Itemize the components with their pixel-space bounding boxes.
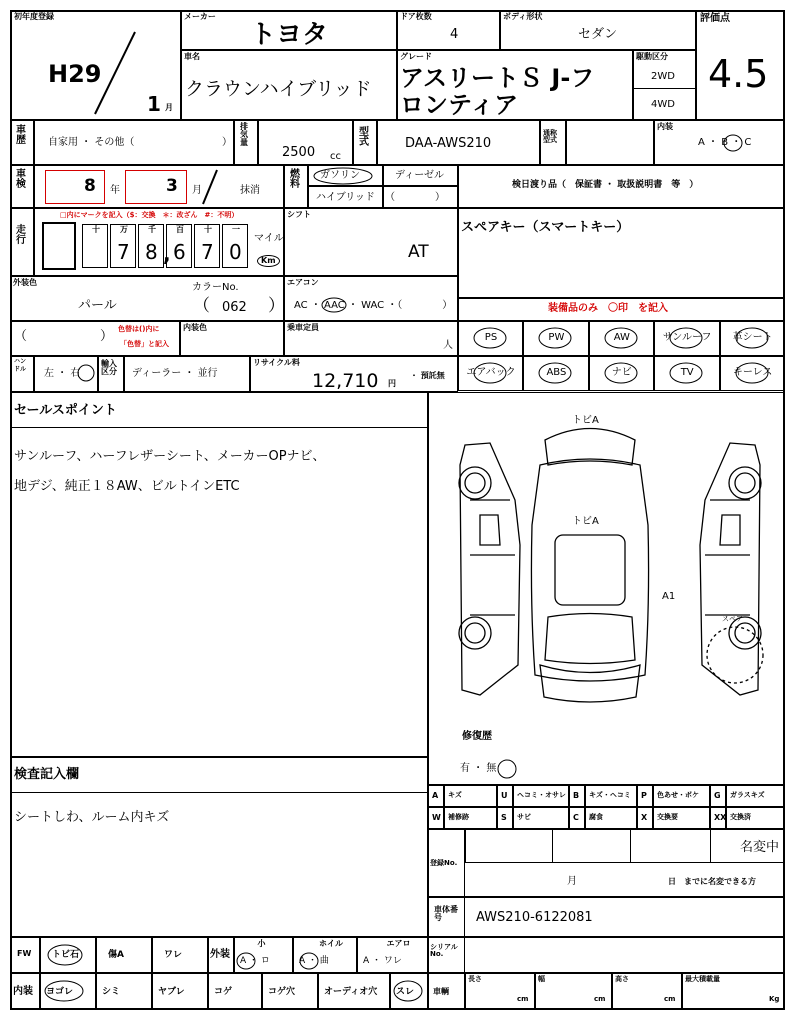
mileage-mark-box: [42, 222, 76, 270]
legend-code: B: [573, 791, 580, 800]
registration-day-text: 日 までに名変できる方: [668, 877, 756, 886]
inspection-year-box: [45, 170, 105, 204]
ext-small-circle: [236, 952, 256, 970]
color-no-value: 062: [222, 300, 247, 315]
mileage-unit-km: Km: [257, 255, 280, 267]
odometer-unit-label: 万: [120, 225, 128, 234]
size-unit: cm: [594, 995, 606, 1003]
color-change-note1: 色替は()内に: [118, 325, 160, 333]
odometer-unit-label: 百: [176, 225, 184, 234]
mileage-label: 走行: [16, 225, 26, 246]
handle-right-circle: [76, 362, 96, 384]
check-text: シートしわ、ルーム内キズ: [14, 810, 170, 825]
mileage-unit-mile: マイル: [254, 233, 284, 244]
inspection-month: 3: [166, 176, 178, 196]
fw-label: FW: [17, 949, 32, 958]
maker-value: トヨタ: [250, 20, 329, 50]
ext-color-label: 外装色: [13, 278, 37, 287]
drive-label: 駆動区分: [636, 52, 668, 61]
registration-month-unit: 月: [567, 876, 577, 887]
sales-line1: サンルーフ、ハーフレザーシート、メーカーOPナビ、: [14, 449, 326, 464]
color-change-note2: 「色替」と記入: [120, 340, 169, 348]
color-no-close: ）: [268, 296, 285, 316]
repair-label: 修復歴: [462, 731, 492, 742]
handle-lr: 左 ・ 右: [44, 368, 81, 379]
legend-desc: 交換済: [730, 813, 751, 821]
score-label: 評価点: [700, 13, 730, 24]
mark-top: トビA: [572, 516, 599, 527]
drive-divider: [633, 88, 696, 89]
serial-label: シリアルNo.: [430, 943, 458, 958]
odometer-unit-label: 一: [232, 225, 240, 234]
vin-value: AWS210-6122081: [476, 910, 593, 925]
legend-desc: 補修跡: [448, 813, 469, 821]
legend-code: X: [641, 813, 648, 822]
interior-item: オーディオ穴: [324, 987, 378, 997]
inspection-label: 車検: [16, 169, 26, 190]
registration-top: [465, 829, 785, 863]
fw-item: トビ石: [52, 950, 80, 960]
interior-color-label: 内装色: [183, 323, 207, 332]
interior-item: シミ: [102, 987, 121, 997]
odometer-digit: 7: [201, 240, 214, 264]
spare-label: スペア: [722, 615, 743, 623]
legend-code: W: [432, 813, 441, 822]
disp-unit: cc: [330, 151, 341, 162]
sales-cell: [10, 392, 428, 757]
docs-label: 検日渡り品（ 保証書 ・ 取扱説明書 等 ）: [512, 180, 699, 190]
fw-stone-circle: [47, 944, 83, 966]
size-cell: [535, 973, 612, 1010]
inspection-month-unit: 月: [192, 185, 202, 196]
inspection-year: 8: [84, 176, 96, 196]
doors-value: 4: [450, 27, 459, 42]
first-reg-month: 1: [147, 92, 161, 116]
first-reg-label: 初年度登録: [14, 12, 54, 21]
odometer-digit: 0: [229, 240, 242, 264]
legend-code: U: [501, 791, 508, 800]
equipment-circle: [735, 327, 769, 349]
drive-2wd: 2WD: [651, 71, 675, 82]
legend-desc: 色あせ・ボケ: [657, 791, 699, 799]
grade-label: グレード: [400, 52, 432, 61]
legend-desc: ガラスキズ: [730, 791, 765, 799]
equipment-item: エアバック: [466, 367, 516, 378]
odometer-unit-label: 十: [92, 225, 100, 234]
import-label: 輸入区分: [101, 359, 117, 376]
legend-code: A: [432, 791, 439, 800]
car-name-value: クラウンハイブリッド: [185, 78, 372, 100]
repair-value: 有 ・ 無: [460, 763, 497, 774]
grade-line2: ロンティア: [400, 91, 519, 119]
equipment-item: ABS: [546, 367, 567, 378]
odometer-digit: 8: [145, 240, 158, 264]
odometer-unit-label: 十: [204, 225, 212, 234]
recycle-value: 12,710: [312, 370, 379, 392]
equipment-circle: [669, 362, 703, 384]
fuel-gasoline: ガソリン: [320, 170, 360, 181]
check-label: 検査記入欄: [14, 767, 80, 782]
ext-wheel-circle: [299, 952, 319, 970]
fuel-gas-circle: [312, 166, 374, 186]
equipment-circle: [473, 327, 507, 349]
sales-label: セールスポイント: [14, 403, 117, 418]
interior-item: コゲ穴: [268, 987, 296, 997]
first-reg-month-unit: 月: [165, 103, 173, 112]
fw-item: ワレ: [164, 950, 183, 960]
body-label: ボディ形状: [503, 12, 543, 21]
interior-item: ヤブレ: [158, 987, 185, 997]
registration-div2: [630, 829, 631, 863]
usage-value: 自家用 ・ その他（: [48, 137, 135, 148]
odometer-digit: 7: [117, 240, 130, 264]
handle-label: ハンドル: [14, 358, 27, 373]
equipment-item: サンルーフ: [662, 332, 712, 343]
fuel-other: （ ）: [385, 192, 445, 203]
car-name-label: 車名: [184, 52, 200, 61]
fw-ext-label: ホイル: [319, 939, 343, 948]
serial-row: [428, 937, 785, 973]
legend-desc: キズ・ヘコミ: [589, 791, 631, 799]
registration-label: 登録No.: [430, 859, 458, 867]
body-value: セダン: [578, 27, 618, 42]
equip-note: 装備品のみ 〇印 を記入: [548, 303, 668, 314]
size-label-length: 長さ: [468, 975, 482, 983]
inspection-slash: [200, 168, 220, 206]
disp-value: 2500: [282, 145, 316, 160]
interior-item: スレ: [396, 987, 415, 997]
shift-value: AT: [408, 242, 429, 262]
interior-dirt-circle: [44, 980, 84, 1002]
spare-key-text: スペアキー（スマートキー）: [461, 220, 630, 235]
recycle-label: リサイクル料: [253, 358, 300, 367]
legend-code: P: [641, 791, 647, 800]
registration-div3: [710, 829, 711, 863]
import-value: ディーラー ・ 並行: [132, 368, 218, 379]
equipment-circle: [604, 327, 638, 349]
size-label: 車輌: [433, 987, 449, 996]
fw-item-cell: [96, 937, 152, 973]
repair-none-circle: [496, 757, 518, 781]
mileage-note: □内にマークを記入（$：交換 ＊：改ざん #：不明）: [60, 211, 239, 219]
legend-code: C: [573, 813, 579, 822]
common-model-label: 通称型式: [543, 129, 557, 144]
equipment-circle: [473, 362, 507, 384]
fw-ext-value: A ・ ロ: [240, 956, 270, 966]
equipment-item: PW: [548, 332, 565, 343]
odometer-unit-label: 千: [148, 225, 156, 234]
inspection-year-unit: 年: [110, 185, 120, 196]
capacity-label: 乗車定員: [287, 323, 319, 332]
drive-4wd: 4WD: [651, 99, 675, 110]
vin-label: 車体番号: [434, 905, 458, 922]
ext-color-value: パール: [78, 298, 117, 313]
legend-desc: ヘコミ・オサレ: [517, 791, 566, 799]
legend-code: XX: [714, 813, 727, 822]
sales-line2: 地デジ、純正１８AW、ビルトインETC: [14, 479, 240, 494]
equipment-item: TV: [680, 367, 694, 378]
fuel-diesel: ディーゼル: [395, 170, 444, 181]
color-change-open: （: [14, 329, 28, 344]
mark-side: A1: [662, 591, 676, 602]
interior-label: 内装: [13, 986, 33, 997]
equipment-circle: [735, 362, 769, 384]
fw-ext-value: A ・ 曲: [299, 956, 329, 966]
legend-desc: 交換要: [657, 813, 678, 821]
interior-grade-circle: [722, 132, 744, 154]
model-label: 型式: [359, 127, 369, 148]
color-no-open: （: [193, 296, 210, 316]
size-label-weight: 最大積載量: [685, 975, 720, 983]
legend-code: G: [714, 791, 721, 800]
common-model-cell: [566, 120, 654, 165]
odometer-comma: ,: [163, 242, 171, 266]
equipment-circle: [669, 327, 703, 349]
size-label-width: 幅: [538, 975, 545, 983]
doors-label: ドア枚数: [400, 12, 432, 21]
ac-value: AC ・ AAC ・ WAC ・（ ）: [294, 300, 453, 311]
registration-div1: [552, 829, 553, 863]
interior-scuff-circle: [393, 980, 423, 1002]
equipment-item: ナビ: [611, 367, 632, 378]
disp-label: 排気量: [240, 122, 248, 147]
shift-label: シフト: [287, 210, 311, 219]
first-reg-slash: [90, 30, 140, 116]
equipment-item: キーレス: [732, 367, 773, 378]
mark-roof: トビA: [572, 415, 599, 426]
capacity-unit: 人: [443, 340, 453, 351]
fw-item: 傷A: [108, 950, 124, 960]
size-unit: cm: [517, 995, 529, 1003]
equipment-circle: [538, 327, 572, 349]
grade-line1: アスリートＳ J-フ: [400, 64, 595, 92]
equipment-circle: [604, 362, 638, 384]
legend-desc: サビ: [517, 813, 531, 821]
interior-item: コゲ: [214, 987, 233, 997]
color-no-label: カラーNo.: [192, 282, 239, 293]
odometer-digit: 6: [173, 240, 186, 264]
recycle-deposit: ・ 預託無: [410, 371, 445, 380]
first-reg-year: H29: [48, 60, 102, 88]
fw-exterior-label: 外装: [210, 949, 230, 960]
interior-grade-label: 内装: [657, 122, 673, 131]
fw-ext-value: A ・ ワレ: [363, 956, 402, 966]
legend-desc: キズ: [448, 791, 462, 799]
recycle-unit: 円: [388, 379, 396, 388]
size-unit: cm: [664, 995, 676, 1003]
fuel-hybrid: ハイブリッド: [316, 192, 375, 203]
car-diagram: [440, 405, 780, 715]
fw-ext-label: エアロ: [386, 939, 411, 948]
model-value: DAA-AWS210: [405, 136, 492, 151]
fw-ext-label: 小: [257, 939, 266, 948]
size-unit: Kg: [769, 995, 780, 1003]
size-label-height: 高さ: [615, 975, 629, 983]
fuel-label: 燃料: [290, 169, 300, 190]
equipment-item: 革シート: [732, 332, 773, 343]
score-value: 4.5: [708, 52, 769, 96]
equipment-circle: [538, 362, 572, 384]
name-change: 名変中: [740, 840, 780, 855]
interior-grade-value: A ・ B ・ C: [698, 137, 752, 148]
ac-label: エアコン: [287, 278, 319, 287]
equipment-item: PS: [484, 332, 498, 343]
inspection-cancel: 抹消: [240, 185, 260, 196]
usage-close: ）: [222, 137, 232, 148]
history-label: 車歴: [16, 125, 26, 146]
maker-label: メーカー: [184, 12, 216, 21]
interior-item: ヨゴレ: [46, 987, 74, 997]
color-change-close: ）: [100, 329, 114, 344]
equipment-item: AW: [613, 332, 630, 343]
ac-circle: [320, 296, 348, 314]
legend-code: S: [501, 813, 507, 822]
legend-desc: 腐食: [589, 813, 603, 821]
